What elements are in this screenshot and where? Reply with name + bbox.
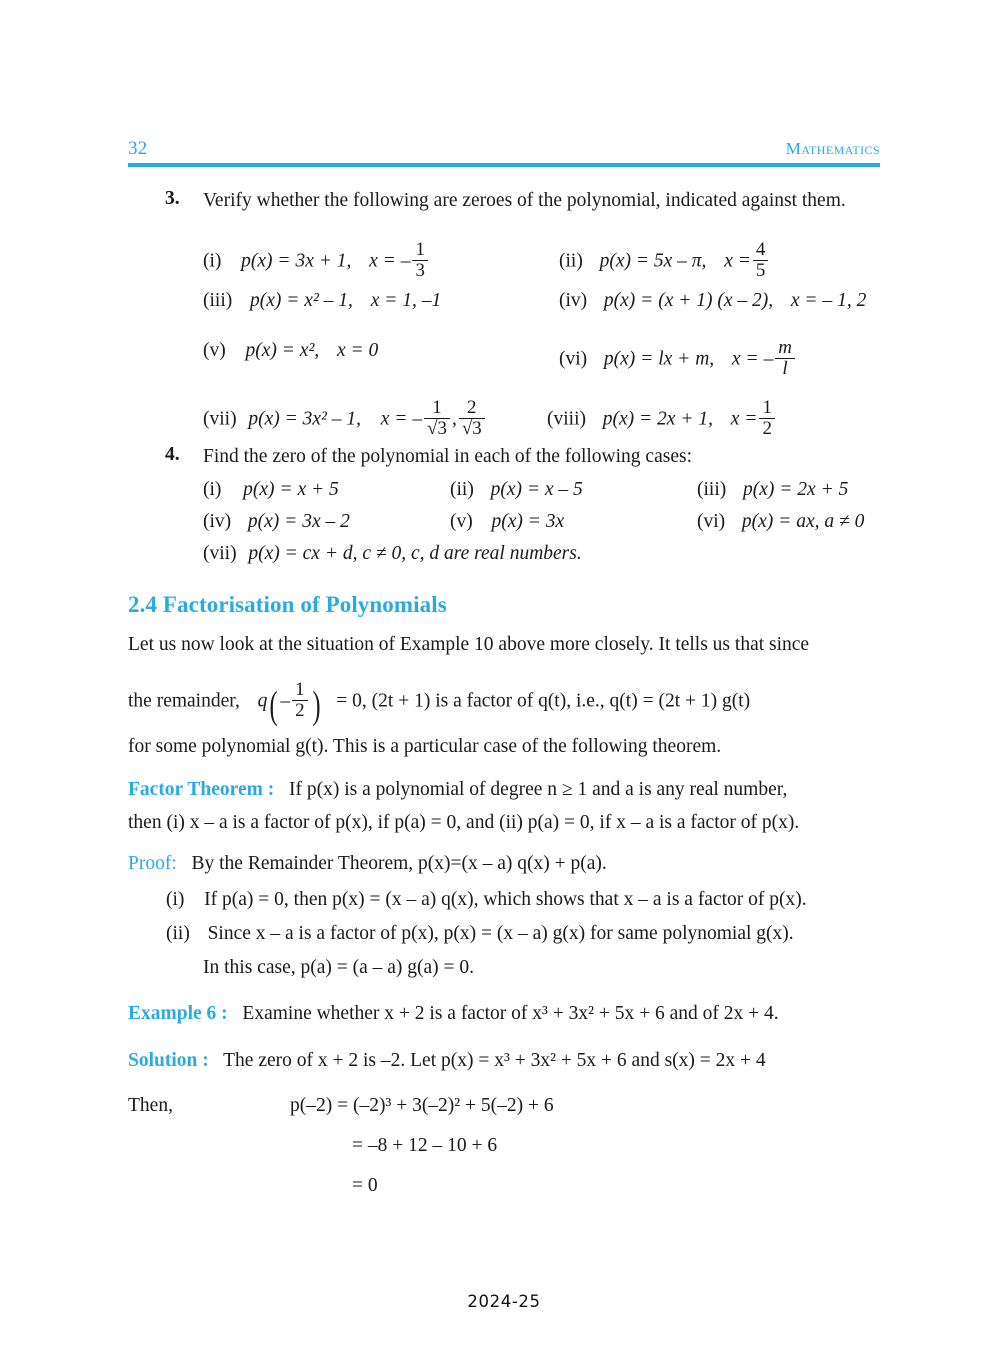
factor-theorem-text-1: If p(x) is a polynomial of degree n ≥ 1 and a is any real number, [288,779,788,800]
q3-item-viii [547,398,777,440]
calc-line-1: p(–2) = (–2)³ + 3(–2)² + 5(–2) + 6 [290,1095,554,1116]
q3-item-i [203,240,430,282]
q4-item-i-text: p(x) = x + 5 [243,479,339,500]
q4-item-iv-label: (iv) [203,511,232,532]
calc-line-2: = –8 + 12 – 10 + 6 [352,1135,498,1156]
proof-step-i-label: (i) [166,889,185,910]
q4-item-i [203,477,339,503]
q3-item-viii-label: (viii) [547,408,586,430]
factor-theorem-line-1 [128,777,888,803]
q4-item-vii-text: p(x) = cx + d, c ≠ 0, c, d are real numbers. [248,543,582,564]
right-paren: ) [312,684,321,728]
footer-year: 2024-25 [467,1292,541,1311]
q3-item-viii-fraction: $\frac{1}{2}$ [759,398,774,440]
q4-item-vii [203,541,582,567]
q4-item-v-text: p(x) = 3x [491,511,565,532]
calc-line-3: = 0 [352,1175,378,1196]
section-heading: 2.4 Factorisation of Polynomials [128,592,447,617]
q3-item-ii-poly: p(x) = 5x – π, [599,250,707,272]
q3-item-vi-value-prefix: x = – [731,348,774,370]
q3-item-i-value-prefix: x = – [369,250,411,272]
q3-item-iv-value: x = – 1, 2 [790,290,867,311]
remainder-q-symbol: q [257,690,268,712]
q4-item-iii-label: (iii) [697,479,727,500]
q4-item-iv [203,509,350,535]
q4-item-vi-label: (vi) [697,511,726,532]
q3-item-vi-fraction: $\frac{m}{l}$ [775,338,795,380]
q4-item-vi [697,509,864,535]
header-rule [128,163,880,167]
q3-item-v-value: x = 0 [336,340,379,361]
q3-item-iv [559,288,866,314]
chapter-title: Mathematics [785,139,880,158]
q4-number: 4. [165,444,180,465]
q4-item-v-label: (v) [450,511,473,532]
q3-item-vii-poly: p(x) = 3x² – 1, [248,408,362,430]
page-number: 32 [128,138,148,159]
q3-item-iii-label: (iii) [203,290,233,311]
left-paren: ( [269,684,278,728]
q3-item-iii-poly: p(x) = x² – 1, [250,290,353,311]
factor-theorem-line-2: then (i) x – a is a factor of p(x), if p(a) = 0, and (ii) p(a) = 0, if x – a is a factor of p(x). [128,812,800,833]
q3-item-ii-value-prefix: x = [724,250,751,272]
q3-item-ii-fraction: $\frac{4}{5}$ [753,240,768,282]
q3-item-i-label: (i) [203,250,222,272]
q3-item-iv-label: (iv) [559,290,588,311]
q3-number: 3. [165,188,180,209]
q3-item-i-fraction: $\frac{1}{3}$ [412,240,427,282]
q3-item-ii [559,240,770,282]
proof-step-i-text: If p(a) = 0, then p(x) = (x – a) q(x), which shows that x – a is a factor of p(x). [204,889,807,910]
q4-item-v [450,509,564,535]
q3-item-vi-label: (vi) [559,348,588,370]
q3-item-iii [203,288,441,314]
q3-item-iv-poly: p(x) = (x + 1) (x – 2), [603,290,774,311]
q4-prompt: Find the zero of the polynomial in each of the following cases: [203,446,692,467]
remainder-lead: the remainder, [128,690,240,712]
solution-line [128,1048,898,1074]
q3-item-ii-label: (ii) [559,250,583,272]
proof-step-ii [166,921,794,947]
q3-prompt: Verify whether the following are zeroes of the polynomial, indicated against them. [203,190,846,211]
q3-item-vi-poly: p(x) = lx + m, [603,348,715,370]
q3-item-vii [203,398,487,440]
q4-item-iv-text: p(x) = 3x – 2 [247,511,350,532]
q3-item-vi [559,338,797,380]
proof-label: Proof: [128,853,177,874]
q3-item-vii-label: (vii) [203,408,237,430]
remainder-frac-sign: – [280,690,291,712]
section-intro-line-1: Let us now look at the situation of Example 10 above more closely. It tells us that since [128,634,810,655]
q4-item-vi-text: p(x) = ax, a ≠ 0 [741,511,865,532]
q3-item-vii-comma: , [451,408,457,430]
q4-item-ii-label: (ii) [450,479,474,500]
q3-item-vii-fraction-2: $\frac{2}{√3}$ [459,398,485,440]
factor-theorem-label: Factor Theorem : [128,779,275,800]
proof-text: By the Remainder Theorem, p(x)=(x – a) q(x) + p(a). [191,853,607,874]
q4-item-vii-label: (vii) [203,543,237,564]
q3-item-v [203,338,378,364]
q4-item-iii [697,477,848,503]
section-remainder-line [128,680,908,733]
remainder-tail: = 0, (2t + 1) is a factor of q(t), i.e., q(t) = (2t + 1) g(t) [336,690,751,712]
q3-item-i-poly: p(x) = 3x + 1, [241,250,352,272]
example-line [128,1001,888,1027]
q3-item-vii-value-prefix: x = – [380,408,423,430]
proof-step-i [166,887,807,913]
then-label: Then, [128,1095,173,1116]
example-label: Example 6 : [128,1003,228,1024]
q4-item-ii [450,477,583,503]
q3-item-iii-value: x = 1, –1 [370,290,442,311]
remainder-fraction: $\frac{1}{2}$ [292,680,307,722]
q4-item-iii-text: p(x) = 2x + 5 [743,479,849,500]
proof-step-ii-text: Since x – a is a factor of p(x), p(x) = (x – a) g(x) for same polynomial g(x). [207,923,794,944]
solution-statement: The zero of x + 2 is –2. Let p(x) = x³ + 3x² + 5x + 6 and s(x) = 2x + 4 [223,1050,766,1071]
q3-item-v-label: (v) [203,340,226,361]
q4-item-ii-text: p(x) = x – 5 [490,479,583,500]
proof-step-ii-cont: In this case, p(a) = (a – a) g(a) = 0. [203,957,475,978]
proof-line [128,851,888,877]
proof-step-ii-label: (ii) [166,923,190,944]
q3-item-vii-fraction-1: $\frac{1}{√3}$ [424,398,450,440]
q3-item-viii-value-prefix: x = [730,408,758,430]
example-statement: Examine whether x + 2 is a factor of x³ + 3x² + 5x + 6 and of 2x + 4. [242,1003,779,1024]
section-intro-line-3: for some polynomial g(t). This is a particular case of the following theorem. [128,736,722,757]
solution-label: Solution : [128,1050,209,1071]
q3-item-v-poly: p(x) = x², [245,340,320,361]
q3-item-viii-poly: p(x) = 2x + 1, [602,408,713,430]
q4-item-i-label: (i) [203,479,222,500]
